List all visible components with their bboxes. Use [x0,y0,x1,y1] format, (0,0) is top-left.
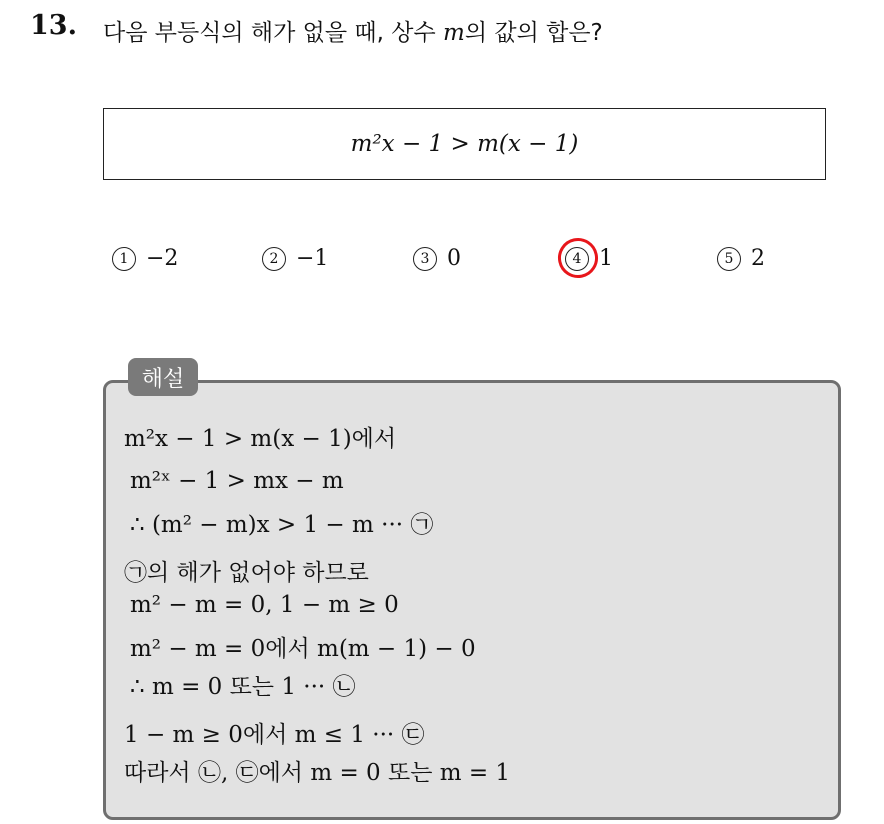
choice-value: 1 [599,246,613,271]
choice-mark: 2 [262,247,286,271]
question-text-after: 의 값의 합은? [464,20,603,46]
choice-4[interactable] [565,246,613,271]
solution-line: m² − m = 0에서 m(m − 1) − 0 [130,636,476,662]
choice-3[interactable] [413,246,461,271]
inequality-box [103,108,826,180]
solution-line: ㉠의 해가 없어야 하므로 [124,560,369,586]
solution-line: 1 − m ≥ 0에서 m ≤ 1 ··· ㉢ [124,722,425,748]
solution-line: 따라서 ㉡, ㉢에서 m = 0 또는 m = 1 [124,760,511,786]
question-number: 13. [30,10,77,41]
choice-value: −1 [296,246,329,271]
choice-mark-number: 4 [572,250,582,267]
question-text [103,14,603,47]
choice-mark: 1 [112,247,136,271]
choice-2[interactable] [262,246,328,271]
choice-value: 2 [751,246,765,271]
solution-line: ∴ (m² − m)x > 1 − m ··· ㉠ [130,512,434,538]
choice-mark: 5 [717,247,741,271]
solution-line: m²ˣ − 1 > mx − m [130,468,344,494]
choice-5[interactable] [717,246,765,271]
answer-circle-mark [554,234,601,281]
solution-line: m²x − 1 > m(x − 1)에서 [124,426,397,452]
solution-line: ∴ m = 0 또는 1 ··· ㉡ [130,674,356,700]
answer-choices [0,246,884,282]
question-variable: m [443,20,465,46]
choice-mark [565,247,589,271]
choice-mark: 3 [413,247,437,271]
choice-1[interactable] [112,246,178,271]
solution-tab-label: 해설 [128,358,198,396]
inequality-text: m²x − 1 > m(x − 1) [350,131,579,157]
choice-value: −2 [146,246,179,271]
solution-line: m² − m = 0, 1 − m ≥ 0 [130,592,399,618]
question-text-before: 다음 부등식의 해가 없을 때, 상수 [103,20,436,46]
choice-value: 0 [447,246,461,271]
